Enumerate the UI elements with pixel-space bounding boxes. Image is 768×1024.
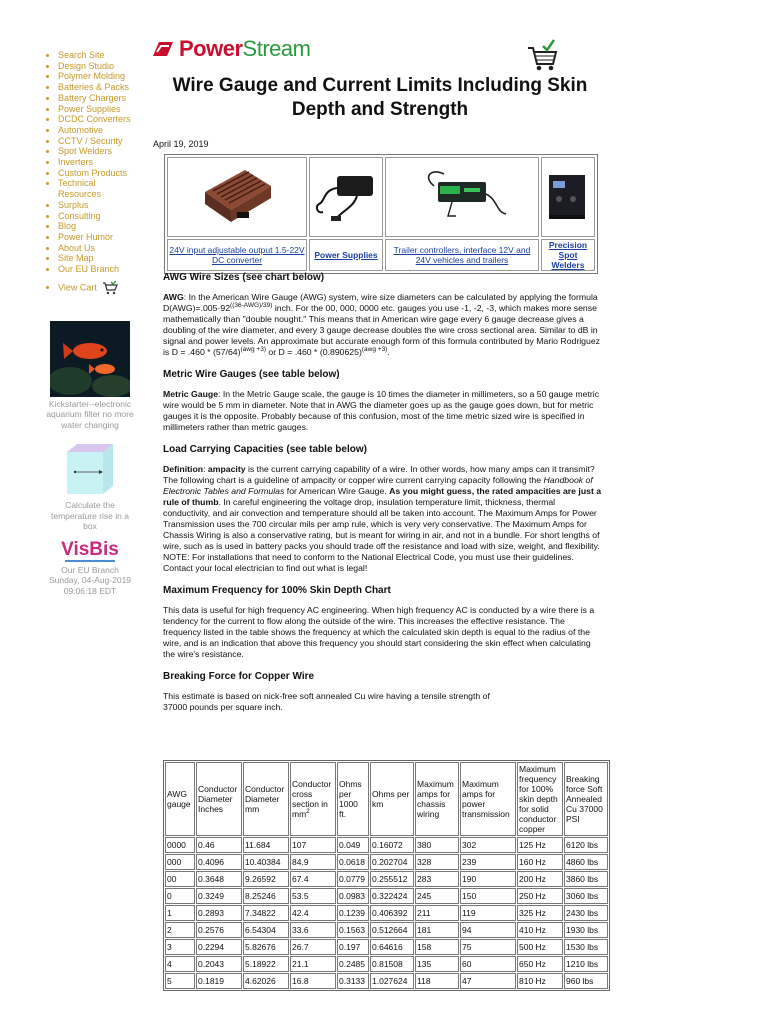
table-cell: 5.82676 [243, 939, 289, 955]
sidebar-item-label[interactable]: Consulting [58, 210, 101, 221]
product-image-cell[interactable] [167, 157, 307, 237]
table-cell: 4.62026 [243, 973, 289, 989]
sidebar-item[interactable] [58, 50, 136, 61]
table-cell: 67.4 [290, 871, 336, 887]
table-cell: 239 [460, 854, 516, 870]
table-cell: 150 [460, 888, 516, 904]
sidebar-item-label[interactable]: Batteries & Packs [58, 82, 130, 93]
table-cell: 125 Hz [517, 837, 563, 853]
page-timestamp: Sunday, 04-Aug-2019 09:06:18 EDT [48, 575, 132, 596]
table-cell: 0.512664 [370, 922, 414, 938]
publish-date: April 19, 2019 [153, 139, 209, 149]
awg-text: : In the American Wire Gauge (AWG) system, wire size diameters can be calculated by applying the formula D(AWG)=.005·92 [163, 292, 598, 313]
table-cell: 1.027624 [370, 973, 414, 989]
table-cell: 0.2893 [196, 905, 242, 921]
table-cell: 8.25246 [243, 888, 289, 904]
wire-gauge-table [163, 760, 610, 991]
column-header-text: Conductor cross section in mm [292, 779, 332, 819]
table-cell: 0.202704 [370, 854, 414, 870]
metric-heading: Metric Wire Gauges (see table below) [163, 369, 340, 380]
table-cell: 0.0983 [337, 888, 369, 904]
table-cell: 7.34822 [243, 905, 289, 921]
column-header: Breaking force Soft Annealed Cu 37000 PSI [564, 762, 608, 836]
product-link-spot-welders[interactable]: Precision Spot Welders [548, 240, 588, 270]
table-cell: 0.3133 [337, 973, 369, 989]
table-cell: 0.0779 [337, 871, 369, 887]
table-cell: 119 [460, 905, 516, 921]
table-cell: 1 [165, 905, 195, 921]
sidebar-item[interactable] [58, 82, 136, 93]
table-cell: 500 Hz [517, 939, 563, 955]
sidebar-item-label[interactable]: Power Supplies [58, 103, 121, 114]
table-row [165, 837, 608, 853]
table-row [165, 973, 608, 989]
sidebar-item[interactable] [58, 178, 136, 199]
sidebar-item-label[interactable]: Surplus [58, 199, 89, 210]
awg-exponent: (awg +3) [361, 346, 388, 354]
table-cell: 250 Hz [517, 888, 563, 904]
table-cell: 960 lbs [564, 973, 608, 989]
shopping-cart-icon[interactable] [102, 281, 118, 295]
product-link-cell[interactable] [167, 239, 307, 271]
table-cell: 0.322424 [370, 888, 414, 904]
table-cell: 42.4 [290, 905, 336, 921]
awg-text: or D = .460 * (0.890625) [266, 347, 362, 357]
table-row [165, 905, 608, 921]
sidebar-item[interactable] [58, 200, 136, 211]
load-text: : [203, 464, 208, 474]
table-cell: 5.18922 [243, 956, 289, 972]
page-title: Wire Gauge and Current Limits Including Skin Depth and Strength [172, 75, 588, 120]
table-cell: 0.16072 [370, 837, 414, 853]
logo-power-text: Power [179, 36, 243, 61]
table-cell: 200 Hz [517, 871, 563, 887]
sidebar-item[interactable] [58, 61, 136, 72]
table-cell: 0.81508 [370, 956, 414, 972]
sidebar-item[interactable] [58, 253, 136, 264]
sidebar-item[interactable] [58, 125, 136, 136]
table-cell: 380 [415, 837, 459, 853]
sidebar-item[interactable] [58, 243, 136, 254]
sidebar-item[interactable] [58, 232, 136, 243]
table-cell: 47 [460, 973, 516, 989]
load-text: . In careful engineering the voltage drop, insulation temperature limit, thickness, thermal conductivity, and air convection and temperature should all be taken into account. The Maximum Amps for Power Transmission uses the 700 circular mils per amp rule, which is very very conservative. The Maximum Amps for Chassis Wiring is also a conservative rating, but is meant for wiring in air, and not in a bundle. For short lengths of wire, such as is used in battery packs you should trade off the resistance and load with size, weight, and flexibility. NOTE: For installations that need to conform to the National Electrical Code, you must use their guidelines. Contact your local electrician to find out what is legal! [163, 497, 600, 573]
breaking-force-heading: Breaking Force for Copper Wire [163, 671, 315, 682]
spot-welder-image[interactable] [543, 165, 593, 227]
sidebar-item-label[interactable]: Technical Resources [58, 178, 102, 200]
sidebar-item-label[interactable]: Inverters [58, 157, 94, 168]
table-cell: 0.46 [196, 837, 242, 853]
table-cell: 5 [165, 973, 195, 989]
rule-of-thumb-note: As you might guess, the rated ampacities are just a rule of thumb [163, 486, 602, 507]
sidebar-item-label[interactable]: DCDC Converters [58, 114, 131, 125]
sidebar-item[interactable] [58, 211, 136, 222]
table-cell: 4 [165, 956, 195, 972]
sidebar-item[interactable] [58, 221, 136, 232]
table-cell: 0.1239 [337, 905, 369, 921]
table-row [165, 888, 608, 904]
visbis-underline [65, 560, 115, 562]
sidebar-item-label[interactable]: Battery Chargers [58, 92, 127, 103]
load-heading: Load Carrying Capacities (see table below) [163, 444, 367, 455]
column-header: Maximum amps for power transmission [460, 762, 516, 836]
metric-term: Metric Gauge [163, 389, 219, 399]
table-cell: 2 [165, 922, 195, 938]
column-header: Conductor Diameter Inches [196, 762, 242, 836]
table-cell: 0.3249 [196, 888, 242, 904]
table-cell: 0.64616 [370, 939, 414, 955]
sidebar-item-label[interactable]: Design Studio [58, 60, 115, 71]
table-cell: 75 [460, 939, 516, 955]
sidebar-item-label[interactable]: About Us [58, 242, 96, 253]
table-cell: 0000 [165, 837, 195, 853]
load-text: is the current carrying capability of a wire. In other words, how many amps can it transmit? The following chart is a guideline of ampacity or copper wire current carrying capacity following the [163, 464, 595, 485]
table-cell: 1530 lbs [564, 939, 608, 955]
table-cell: 0.2485 [337, 956, 369, 972]
table-cell: 135 [415, 956, 459, 972]
sidebar-item[interactable] [58, 104, 136, 115]
view-cart-item[interactable] [58, 281, 136, 295]
table-cell: 810 Hz [517, 973, 563, 989]
sidebar-nav [44, 50, 136, 596]
table-cell: 118 [415, 973, 459, 989]
column-header: Conductor Diameter mm [243, 762, 289, 836]
product-image-cell[interactable] [385, 157, 539, 237]
sidebar-item-label[interactable]: Power Humor [58, 231, 114, 242]
sidebar-item[interactable] [58, 264, 136, 275]
power-supply-image[interactable] [313, 166, 379, 226]
table-cell: 0.1563 [337, 922, 369, 938]
table-cell: 3860 lbs [564, 871, 608, 887]
powerstream-logo-icon [151, 40, 175, 58]
aquarium-caption[interactable]: Kickstarter--electronic aquarium filter no more water changing [46, 398, 134, 430]
sidebar-item[interactable] [58, 136, 136, 147]
ampacity-term: ampacity [207, 464, 246, 474]
table-row [165, 922, 608, 938]
article-body [163, 272, 603, 724]
temperature-caption[interactable]: Calculate the temperature rise in a box [51, 500, 129, 532]
table-cell: 0.3648 [196, 871, 242, 887]
column-header: Ohms per 1000 ft. [337, 762, 369, 836]
table-cell: 21.1 [290, 956, 336, 972]
awg-term: AWG [163, 292, 184, 302]
column-header: Maximum amps for chassis wiring [415, 762, 459, 836]
table-row [165, 854, 608, 870]
table-cell: 190 [460, 871, 516, 887]
load-paragraph [163, 464, 603, 574]
load-text: for American Wire Gauge. [284, 486, 390, 496]
aquarium-fish-image[interactable] [50, 321, 130, 397]
sidebar-item[interactable] [58, 168, 136, 179]
table-cell: 84.9 [290, 854, 336, 870]
awg-heading: AWG Wire Sizes (see chart below) [163, 272, 325, 283]
product-image-cell[interactable] [541, 157, 595, 237]
metric-paragraph [163, 389, 603, 433]
table-cell: 0.2294 [196, 939, 242, 955]
sidebar-item-label[interactable]: Spot Welders [58, 146, 112, 157]
table-row [165, 871, 608, 887]
table-cell: 26.7 [290, 939, 336, 955]
dc-converter-image[interactable] [197, 162, 277, 230]
table-cell: 283 [415, 871, 459, 887]
column-header: Maximum frequency for 100% skin depth for solid conductor copper [517, 762, 563, 836]
awg-text: inch. For the 00, 000, 0000 etc. gauges you use -1, -2, -3, which makes more sense mathematically than "double nought." This means that in American wire gage every 6 gauge decrease gives a doubling of the wire diameter, and every 3 gauge decrease doubles the wire cross sectional area. Similar to dB in signal and power levels. An approximate but accurate enough form of this formula contributed by Mario Rodriguez is D = .460 * (57/64) [163, 303, 601, 357]
product-link-cell[interactable] [385, 239, 539, 271]
table-cell: 0.197 [337, 939, 369, 955]
load-definition-term: Definition [163, 464, 204, 474]
sidebar-item-label[interactable]: Our EU Branch [58, 264, 120, 275]
awg-paragraph [163, 292, 603, 358]
table-cell: 0.049 [337, 837, 369, 853]
product-link-cell[interactable] [541, 239, 595, 271]
metric-text: : In the Metric Gauge scale, the gauge is 10 times the diameter in millimeters, so a 50 gauge metric wire would be 5 mm in diameter. Note that in AWG the diameter goes up as the gauge goes down, but for metric gauges it is the opposite. Probably because of this confusion, most of the time metric sized wire is specified in millimeters rather than metric gauges. [163, 389, 600, 432]
product-link-dc-converter[interactable]: 24V input adjustable output 1.5-22V DC converter [169, 245, 305, 265]
table-cell: 6.54304 [243, 922, 289, 938]
column-header: Ohms per km [370, 762, 414, 836]
sidebar-item[interactable] [58, 93, 136, 104]
sidebar-item[interactable] [58, 146, 136, 157]
sidebar-item-label[interactable]: Custom Products [58, 167, 128, 178]
sidebar-item-label[interactable]: Automotive [58, 124, 104, 135]
table-row [165, 939, 608, 955]
sidebar-item-label[interactable]: CCTV / Security [58, 135, 123, 146]
visbis-logo-text: VisBis [61, 538, 119, 560]
table-cell: 3060 lbs [564, 888, 608, 904]
awg-exponent: (awg +3) [240, 346, 266, 354]
table-cell: 33.6 [290, 922, 336, 938]
sidebar-item[interactable] [58, 71, 136, 82]
product-link-cell[interactable] [309, 239, 383, 271]
awg-exponent: ((36-AWG)/39) [230, 302, 273, 310]
table-cell: 181 [415, 922, 459, 938]
visbis-logo[interactable] [44, 540, 136, 560]
table-cell: 0 [165, 888, 195, 904]
table-cell: 53.5 [290, 888, 336, 904]
frequency-heading: Maximum Frequency for 100% Skin Depth Chart [163, 585, 391, 596]
sidebar-item-label[interactable]: Site Map [58, 253, 94, 264]
sidebar-item-label[interactable]: Blog [58, 221, 77, 232]
table-cell: 11.684 [243, 837, 289, 853]
product-banner [164, 154, 598, 274]
product-link-power-supplies[interactable]: Power Supplies [314, 250, 378, 260]
table-cell: 0.406392 [370, 905, 414, 921]
table-cell: 0.4096 [196, 854, 242, 870]
product-link-trailer-controllers[interactable]: Trailer controllers, interface 12V and 24V vehicles and trailers [393, 245, 531, 265]
table-cell: 328 [415, 854, 459, 870]
table-cell: 60 [460, 956, 516, 972]
table-cell: 211 [415, 905, 459, 921]
table-cell: 160 Hz [517, 854, 563, 870]
view-cart-link[interactable]: View Cart [58, 282, 97, 293]
frequency-paragraph: This data is useful for high frequency AC engineering. When high frequency AC is conducted by a wire there is a tendency for the current to flow along the outside of the wire. This increases the effective resistance. The frequency listed in the table shows the frequency at which the calculated skin depth is equal to the radius of the wire, and is an indication that above this frequency you should start considering the skin effect when calculating the wire's resistance. [163, 605, 595, 659]
table-cell: 0.2043 [196, 956, 242, 972]
handbook-title: Handbook of Electronic Tables and Formulas [163, 475, 593, 496]
table-cell: 1210 lbs [564, 956, 608, 972]
table-row [165, 956, 608, 972]
column-header: AWG gauge [165, 762, 195, 836]
column-header [290, 762, 336, 836]
product-image-cell[interactable] [309, 157, 383, 237]
table-header-row [165, 762, 608, 836]
sidebar-item[interactable] [58, 114, 136, 125]
table-cell: 158 [415, 939, 459, 955]
table-cell: 10.40384 [243, 854, 289, 870]
table-cell: 16.8 [290, 973, 336, 989]
sidebar-item-label[interactable]: Polymer Molding [58, 71, 126, 82]
trailer-controller-image[interactable] [412, 166, 512, 226]
table-cell: 245 [415, 888, 459, 904]
powerstream-logo[interactable] [151, 36, 310, 62]
table-cell: 0.0618 [337, 854, 369, 870]
table-cell: 650 Hz [517, 956, 563, 972]
table-cell: 3 [165, 939, 195, 955]
squared-exponent: 2 [306, 808, 310, 816]
table-cell: 4860 lbs [564, 854, 608, 870]
table-cell: 302 [460, 837, 516, 853]
sidebar-item-label[interactable]: Search Site [58, 50, 105, 60]
breaking-force-paragraph: This estimate is based on nick-free soft annealed Cu wire having a tensile strength of 37000 pounds per square inch. [163, 691, 490, 712]
table-cell: 6120 lbs [564, 837, 608, 853]
table-cell: 94 [460, 922, 516, 938]
sidebar-item[interactable] [58, 157, 136, 168]
awg-text: . [387, 347, 390, 357]
table-cell: 0.1819 [196, 973, 242, 989]
sidebar-menu [44, 50, 136, 295]
table-body [165, 837, 608, 989]
table-cell: 9.26592 [243, 871, 289, 887]
table-cell: 410 Hz [517, 922, 563, 938]
table-cell: 0.2576 [196, 922, 242, 938]
table-cell: 0.255512 [370, 871, 414, 887]
table-cell: 107 [290, 837, 336, 853]
table-cell: 1930 lbs [564, 922, 608, 938]
table-cell: 325 Hz [517, 905, 563, 921]
table-cell: 2430 lbs [564, 905, 608, 921]
temperature-box-image[interactable] [63, 440, 117, 498]
logo-stream-text: Stream [242, 36, 311, 61]
table-cell: 000 [165, 854, 195, 870]
shopping-cart-icon[interactable] [526, 38, 558, 72]
table-cell: 00 [165, 871, 195, 887]
eu-branch-link[interactable]: Our EU Branch [61, 564, 119, 575]
